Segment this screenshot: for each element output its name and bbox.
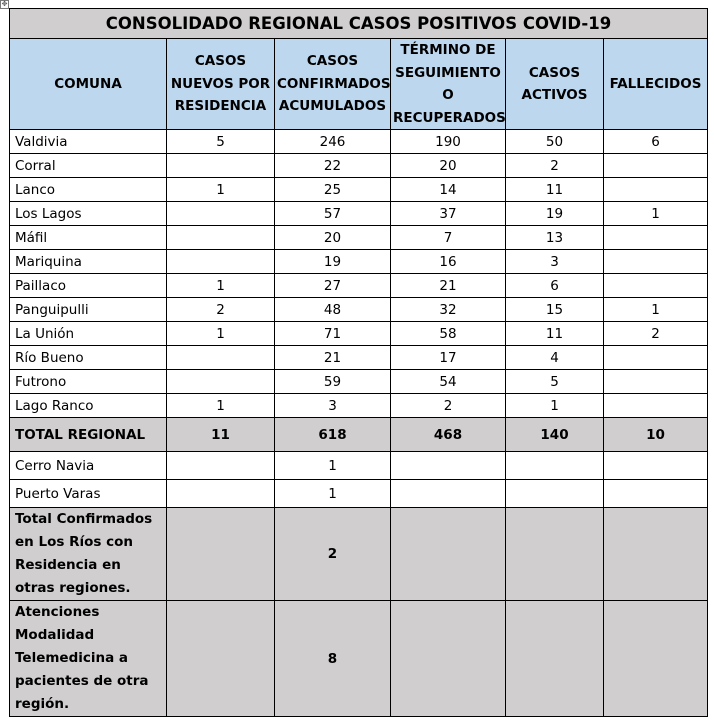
- value-cell: 19: [506, 202, 604, 226]
- value-cell: 1: [275, 480, 391, 508]
- value-cell: [167, 154, 275, 178]
- value-cell: 6: [506, 274, 604, 298]
- header-row: [10, 39, 708, 130]
- value-cell: 1: [167, 394, 275, 418]
- column-header: CASOS CONFIRMADOS ACUMULADOS: [275, 39, 391, 130]
- value-cell: 15: [506, 298, 604, 322]
- column-header: FALLECIDOS: [604, 39, 708, 130]
- value-cell: 1: [604, 298, 708, 322]
- table-row: [10, 274, 708, 298]
- value-cell: 11: [506, 178, 604, 202]
- value-cell: 5: [167, 130, 275, 154]
- note-value: 8: [275, 601, 391, 717]
- comuna-cell: Río Bueno: [10, 346, 167, 370]
- empty-cell: [167, 452, 275, 480]
- value-cell: 7: [391, 226, 506, 250]
- value-cell: 13: [506, 226, 604, 250]
- table-row: [10, 250, 708, 274]
- table-row: [10, 298, 708, 322]
- empty-cell: [506, 508, 604, 601]
- value-cell: 2: [604, 322, 708, 346]
- comuna-cell: Los Lagos: [10, 202, 167, 226]
- value-cell: [604, 346, 708, 370]
- value-cell: [167, 346, 275, 370]
- value-cell: 54: [391, 370, 506, 394]
- empty-cell: [506, 601, 604, 717]
- note-label: Atenciones Modalidad Telemedicina a pacientes de otra región.: [10, 601, 167, 717]
- value-cell: 246: [275, 130, 391, 154]
- comuna-cell: Lago Ranco: [10, 394, 167, 418]
- value-cell: 6: [604, 130, 708, 154]
- other-residence-row: [10, 452, 708, 480]
- empty-cell: [604, 601, 708, 717]
- value-cell: 32: [391, 298, 506, 322]
- comuna-cell: Panguipulli: [10, 298, 167, 322]
- column-header: COMUNA: [10, 39, 167, 130]
- comuna-cell: Paillaco: [10, 274, 167, 298]
- value-cell: 2: [506, 154, 604, 178]
- table-row: [10, 130, 708, 154]
- value-cell: 57: [275, 202, 391, 226]
- value-cell: 21: [391, 274, 506, 298]
- value-cell: [604, 370, 708, 394]
- value-cell: 19: [275, 250, 391, 274]
- empty-cell: [391, 601, 506, 717]
- note-row: [10, 508, 708, 601]
- comuna-cell: Lanco: [10, 178, 167, 202]
- comuna-cell: Futrono: [10, 370, 167, 394]
- empty-cell: [604, 452, 708, 480]
- total-value: 11: [167, 418, 275, 452]
- table-row: [10, 202, 708, 226]
- value-cell: [604, 178, 708, 202]
- total-label: TOTAL REGIONAL: [10, 418, 167, 452]
- value-cell: [604, 274, 708, 298]
- empty-cell: [167, 480, 275, 508]
- column-header: CASOS NUEVOS POR RESIDENCIA: [167, 39, 275, 130]
- table-row: [10, 394, 708, 418]
- value-cell: 190: [391, 130, 506, 154]
- comuna-cell: La Unión: [10, 322, 167, 346]
- value-cell: 1: [167, 322, 275, 346]
- empty-cell: [391, 480, 506, 508]
- empty-cell: [604, 480, 708, 508]
- value-cell: 59: [275, 370, 391, 394]
- table-row: [10, 226, 708, 250]
- note-value: 2: [275, 508, 391, 601]
- value-cell: [167, 250, 275, 274]
- value-cell: 11: [506, 322, 604, 346]
- other-residence-row: [10, 480, 708, 508]
- title-row: [10, 9, 708, 39]
- value-cell: 16: [391, 250, 506, 274]
- covid-cases-table: [9, 8, 708, 717]
- value-cell: [167, 202, 275, 226]
- value-cell: [604, 394, 708, 418]
- table-row: [10, 178, 708, 202]
- empty-cell: [506, 452, 604, 480]
- note-row: [10, 601, 708, 717]
- total-row: [10, 418, 708, 452]
- value-cell: 2: [167, 298, 275, 322]
- value-cell: 1: [506, 394, 604, 418]
- value-cell: 37: [391, 202, 506, 226]
- value-cell: 3: [275, 394, 391, 418]
- total-value: 10: [604, 418, 708, 452]
- value-cell: 71: [275, 322, 391, 346]
- comuna-cell: Cerro Navia: [10, 452, 167, 480]
- value-cell: 58: [391, 322, 506, 346]
- value-cell: 25: [275, 178, 391, 202]
- value-cell: 1: [275, 452, 391, 480]
- table-move-handle-icon[interactable]: ✥: [1, 0, 8, 8]
- total-value: 468: [391, 418, 506, 452]
- value-cell: 1: [604, 202, 708, 226]
- table-row: [10, 346, 708, 370]
- table-row: [10, 154, 708, 178]
- value-cell: 1: [167, 274, 275, 298]
- empty-cell: [506, 480, 604, 508]
- table-body: [10, 9, 708, 717]
- table-title: CONSOLIDADO REGIONAL CASOS POSITIVOS COVID-19: [10, 9, 708, 39]
- value-cell: 2: [391, 394, 506, 418]
- value-cell: 20: [275, 226, 391, 250]
- value-cell: 4: [506, 346, 604, 370]
- value-cell: 17: [391, 346, 506, 370]
- empty-cell: [391, 508, 506, 601]
- comuna-cell: Puerto Varas: [10, 480, 167, 508]
- note-label: Total Confirmados en Los Ríos con Residencia en otras regiones.: [10, 508, 167, 601]
- table-row: [10, 322, 708, 346]
- value-cell: [167, 226, 275, 250]
- empty-cell: [391, 452, 506, 480]
- value-cell: [604, 226, 708, 250]
- value-cell: 22: [275, 154, 391, 178]
- value-cell: 27: [275, 274, 391, 298]
- value-cell: 1: [167, 178, 275, 202]
- value-cell: 48: [275, 298, 391, 322]
- comuna-cell: Mariquina: [10, 250, 167, 274]
- value-cell: 5: [506, 370, 604, 394]
- column-header: CASOS ACTIVOS: [506, 39, 604, 130]
- value-cell: [604, 250, 708, 274]
- comuna-cell: Corral: [10, 154, 167, 178]
- empty-cell: [604, 508, 708, 601]
- column-header: TÉRMINO DE SEGUIMIENTO O RECUPERADOS: [391, 39, 506, 130]
- value-cell: 3: [506, 250, 604, 274]
- comuna-cell: Máfil: [10, 226, 167, 250]
- empty-cell: [167, 601, 275, 717]
- value-cell: [167, 370, 275, 394]
- table-row: [10, 370, 708, 394]
- value-cell: 50: [506, 130, 604, 154]
- value-cell: [604, 154, 708, 178]
- value-cell: 20: [391, 154, 506, 178]
- total-value: 618: [275, 418, 391, 452]
- value-cell: 21: [275, 346, 391, 370]
- comuna-cell: Valdivia: [10, 130, 167, 154]
- value-cell: 14: [391, 178, 506, 202]
- total-value: 140: [506, 418, 604, 452]
- empty-cell: [167, 508, 275, 601]
